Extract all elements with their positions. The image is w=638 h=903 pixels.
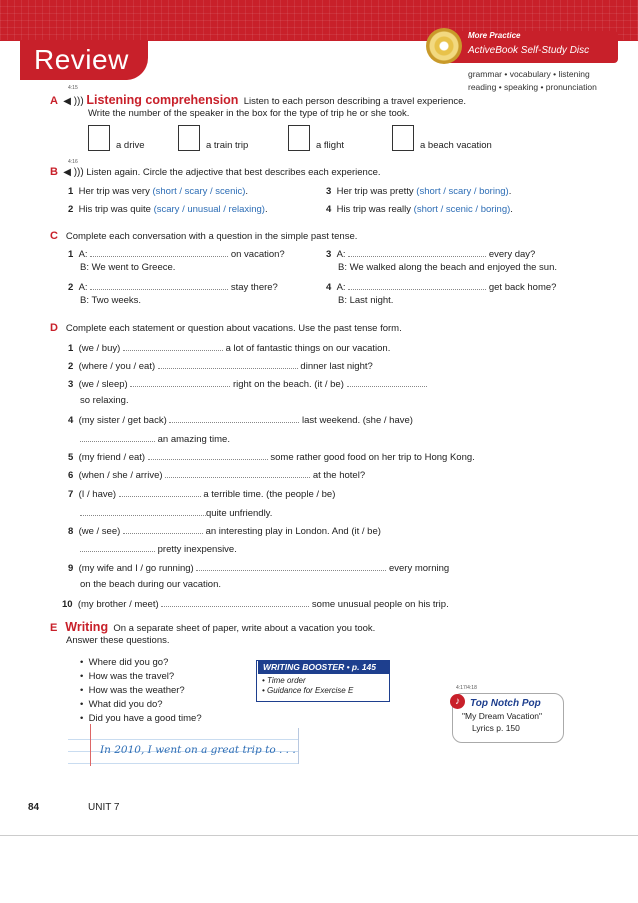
section-c-letter: C xyxy=(50,230,58,242)
section-b-heading xyxy=(50,166,381,178)
c-a-label-2: A: xyxy=(78,282,88,293)
c-a-end-4: get back home? xyxy=(488,282,557,293)
track-number-song: 4:17/4:18 xyxy=(456,685,477,691)
d-cont-7 xyxy=(80,506,272,519)
d-rest-4c: an amazing time. xyxy=(157,434,230,445)
d-item-1 xyxy=(68,341,390,354)
d-num-5: 5 xyxy=(68,452,74,463)
d-rest-7: a terrible time. (the people / be) xyxy=(203,489,336,500)
d-cont-3: so relaxing. xyxy=(80,395,129,406)
d-prompt-8: (we / see) xyxy=(78,526,121,537)
section-a-letter: A xyxy=(50,95,58,107)
b-item-4 xyxy=(326,204,513,215)
track-number-b: 4:16 xyxy=(68,159,78,165)
answer-box-beach[interactable] xyxy=(392,125,414,151)
question-5: Did you have a good time? xyxy=(88,713,202,724)
b-end-2: . xyxy=(264,204,268,215)
c-a-label-1: A: xyxy=(78,249,88,260)
activebook-title: ActiveBook Self-Study Disc xyxy=(468,45,590,56)
d-item-8 xyxy=(68,524,381,537)
section-d-heading xyxy=(50,322,402,334)
section-b-letter: B xyxy=(50,166,58,178)
d-prompt-4: (my sister / get back) xyxy=(78,415,167,426)
b-end-4: . xyxy=(510,204,513,215)
d-blank-6[interactable] xyxy=(165,468,310,478)
d-rest-10: some unusual people on his trip. xyxy=(311,599,449,610)
sample-sentence: In 2010, I went on a great trip to . . . xyxy=(100,744,296,756)
d-blank-8b[interactable] xyxy=(80,542,155,552)
section-b-instruction: Listen again. Circle the adjective that best describes each experience. xyxy=(86,167,381,178)
c-b-3: B: We walked along the beach and enjoyed the sun. xyxy=(338,262,558,273)
d-rest-4: last weekend. (she / have) xyxy=(302,415,413,426)
list-item: • Where did you go? xyxy=(80,657,169,668)
d-item-7 xyxy=(68,487,335,500)
d-item-4 xyxy=(68,413,413,426)
c-blank-2[interactable] xyxy=(90,280,228,290)
c-item-4 xyxy=(326,280,556,293)
song-title: "My Dream Vacation" xyxy=(462,711,543,721)
answer-box-train[interactable] xyxy=(178,125,200,151)
d-item-6 xyxy=(68,468,365,481)
track-number-a: 4:15 xyxy=(68,85,78,91)
speaker-icon[interactable]: ◀ ))) xyxy=(63,96,84,107)
d-prompt-10: (my brother / meet) xyxy=(77,599,159,610)
unit-label: UNIT 7 xyxy=(88,802,120,813)
b-text-4: His trip was really xyxy=(336,204,414,215)
d-prompt-9: (my wife and I / go running) xyxy=(78,563,194,574)
d-num-6: 6 xyxy=(68,470,74,481)
c-num-3: 3 xyxy=(326,249,332,260)
d-num-2: 2 xyxy=(68,361,74,372)
d-item-5 xyxy=(68,450,475,463)
booster-item-1: • Time order xyxy=(262,676,306,685)
d-prompt-6: (when / she / arrive) xyxy=(78,470,163,481)
c-num-4: 4 xyxy=(326,282,332,293)
b-text-3: Her trip was pretty xyxy=(336,186,417,197)
d-cont-4 xyxy=(80,432,230,445)
d-rest-3: right on the beach. (it / be) xyxy=(232,379,344,390)
notebook-margin xyxy=(90,724,91,766)
section-c-heading xyxy=(50,230,357,242)
d-rest-8: an interesting play in London. And (it / be) xyxy=(205,526,381,537)
option-drive: a drive xyxy=(116,140,145,151)
page-number: 84 xyxy=(28,802,40,813)
disc-icon xyxy=(426,28,462,64)
question-3: How was the weather? xyxy=(88,685,185,696)
c-blank-4[interactable] xyxy=(348,280,486,290)
d-item-3 xyxy=(68,377,427,390)
music-note-icon: ♪ xyxy=(450,694,465,709)
booster-item-2: • Guidance for Exercise E xyxy=(262,686,354,695)
writing-heading: Writing xyxy=(65,620,109,634)
d-num-10: 10 xyxy=(62,599,73,610)
d-num-1: 1 xyxy=(68,343,74,354)
b-num-2: 2 xyxy=(68,204,74,215)
d-prompt-3: (we / sleep) xyxy=(78,379,128,390)
d-item-9 xyxy=(68,561,449,574)
d-item-2 xyxy=(68,359,373,372)
d-prompt-2: (where / you / eat) xyxy=(78,361,156,372)
d-rest-9: every morning xyxy=(388,563,450,574)
c-item-1 xyxy=(68,247,285,260)
b-item-3 xyxy=(326,186,511,197)
d-blank-5[interactable] xyxy=(148,450,268,460)
d-cont-8 xyxy=(80,542,237,555)
c-num-1: 1 xyxy=(68,249,74,260)
c-a-label-3: A: xyxy=(336,249,346,260)
d-blank-2[interactable] xyxy=(158,359,298,369)
d-cont-9: on the beach during our vacation. xyxy=(80,579,222,590)
d-prompt-1: (we / buy) xyxy=(78,343,121,354)
d-rest-2: dinner last night? xyxy=(300,361,373,372)
d-blank-7b[interactable] xyxy=(80,506,206,516)
section-e-line1: On a separate sheet of paper, write about a vacation you took. xyxy=(113,623,376,634)
section-c-instruction: Complete each conversation with a question in the simple past tense. xyxy=(65,231,358,242)
d-num-7: 7 xyxy=(68,489,74,500)
writing-booster-title[interactable]: WRITING BOOSTER • p. 145 xyxy=(258,660,390,674)
d-num-3: 3 xyxy=(68,379,74,390)
c-num-2: 2 xyxy=(68,282,74,293)
answer-box-flight[interactable] xyxy=(288,125,310,151)
b-choice-1[interactable]: (short / scary / scenic) xyxy=(152,186,246,197)
top-notch-title: Top Notch Pop xyxy=(470,698,541,709)
d-rest-8c: pretty inexpensive. xyxy=(157,544,237,555)
d-blank-4b[interactable] xyxy=(80,432,155,442)
b-item-2 xyxy=(68,204,268,215)
b-item-1 xyxy=(68,186,248,197)
c-a-end-1: on vacation? xyxy=(230,249,285,260)
b-num-4: 4 xyxy=(326,204,332,215)
list-item: • How was the weather? xyxy=(80,685,185,696)
page-bottom-rule xyxy=(0,835,638,836)
d-blank-4a[interactable] xyxy=(169,413,299,423)
c-b-1: B: We went to Greece. xyxy=(80,262,176,273)
writing-booster-items xyxy=(262,676,353,696)
c-item-3 xyxy=(326,247,535,260)
more-practice-label: More Practice xyxy=(468,31,521,40)
list-item: • Did you have a good time? xyxy=(80,713,202,724)
d-blank-9[interactable] xyxy=(196,561,386,571)
b-choice-4[interactable]: (short / scenic / boring) xyxy=(413,204,511,215)
b-num-1: 1 xyxy=(68,186,74,197)
section-d-letter: D xyxy=(50,322,58,334)
section-a-heading xyxy=(50,93,466,107)
d-num-4: 4 xyxy=(68,415,74,426)
answer-box-drive[interactable] xyxy=(88,125,110,151)
skills-line-2: reading • speaking • pronunciation xyxy=(468,82,597,92)
d-rest-5: some rather good food on her trip to Hong Kong. xyxy=(270,452,475,463)
c-blank-3[interactable] xyxy=(348,247,486,257)
c-blank-1[interactable] xyxy=(90,247,228,257)
c-a-end-3: every day? xyxy=(488,249,536,260)
list-item: • What did you do? xyxy=(80,699,163,710)
option-beach: a beach vacation xyxy=(420,140,492,151)
d-blank-3b[interactable] xyxy=(347,377,427,387)
section-e-letter: E xyxy=(50,622,58,634)
d-prompt-5: (my friend / eat) xyxy=(78,452,146,463)
d-prompt-7: (I / have) xyxy=(78,489,117,500)
list-item: • How was the travel? xyxy=(80,671,175,682)
question-list xyxy=(80,656,202,726)
d-blank-3a[interactable] xyxy=(130,377,230,387)
b-end-3: . xyxy=(508,186,512,197)
section-e-line2: Answer these questions. xyxy=(66,635,170,646)
b-text-1: Her trip was very xyxy=(78,186,153,197)
d-blank-7a[interactable] xyxy=(119,487,201,497)
b-num-3: 3 xyxy=(326,186,332,197)
d-blank-1[interactable] xyxy=(123,341,223,351)
section-a-line2: Write the number of the speaker in the box for the type of trip he or she took. xyxy=(88,108,410,119)
c-b-4: B: Last night. xyxy=(338,295,394,306)
question-4: What did you do? xyxy=(88,699,163,710)
b-choice-3[interactable]: (short / scary / boring) xyxy=(416,186,509,197)
section-e-heading xyxy=(50,620,375,634)
d-rest-7c: quite unfriendly. xyxy=(206,508,273,519)
b-choice-2[interactable]: (scary / unusual / relaxing) xyxy=(153,204,265,215)
b-text-2: His trip was quite xyxy=(78,204,154,215)
d-num-8: 8 xyxy=(68,526,74,537)
listening-heading: Listening comprehension xyxy=(86,93,239,107)
section-a-line1: Listen to each person describing a travel experience. xyxy=(243,96,467,107)
c-a-label-4: A: xyxy=(336,282,346,293)
d-item-10 xyxy=(62,597,449,610)
d-blank-8a[interactable] xyxy=(123,524,203,534)
question-1: Where did you go? xyxy=(88,657,169,668)
d-blank-10[interactable] xyxy=(161,597,309,607)
c-item-2 xyxy=(68,280,278,293)
d-rest-1: a lot of fantastic things on our vacation. xyxy=(225,343,391,354)
c-a-end-2: stay there? xyxy=(230,282,278,293)
speaker-icon-b[interactable]: ◀ ))) xyxy=(63,167,84,178)
lyrics-page: Lyrics p. 150 xyxy=(472,723,520,733)
skills-list xyxy=(468,68,597,94)
skills-line-1: grammar • vocabulary • listening xyxy=(468,69,590,79)
page-title: Review xyxy=(34,44,129,75)
section-d-instruction: Complete each statement or question about vacations. Use the past tense form. xyxy=(65,323,402,334)
b-end-1: . xyxy=(245,186,249,197)
option-flight: a flight xyxy=(316,140,344,151)
question-2: How was the travel? xyxy=(88,671,175,682)
option-train: a train trip xyxy=(206,140,249,151)
d-rest-6: at the hotel? xyxy=(312,470,366,481)
c-b-2: B: Two weeks. xyxy=(80,295,142,306)
d-num-9: 9 xyxy=(68,563,74,574)
